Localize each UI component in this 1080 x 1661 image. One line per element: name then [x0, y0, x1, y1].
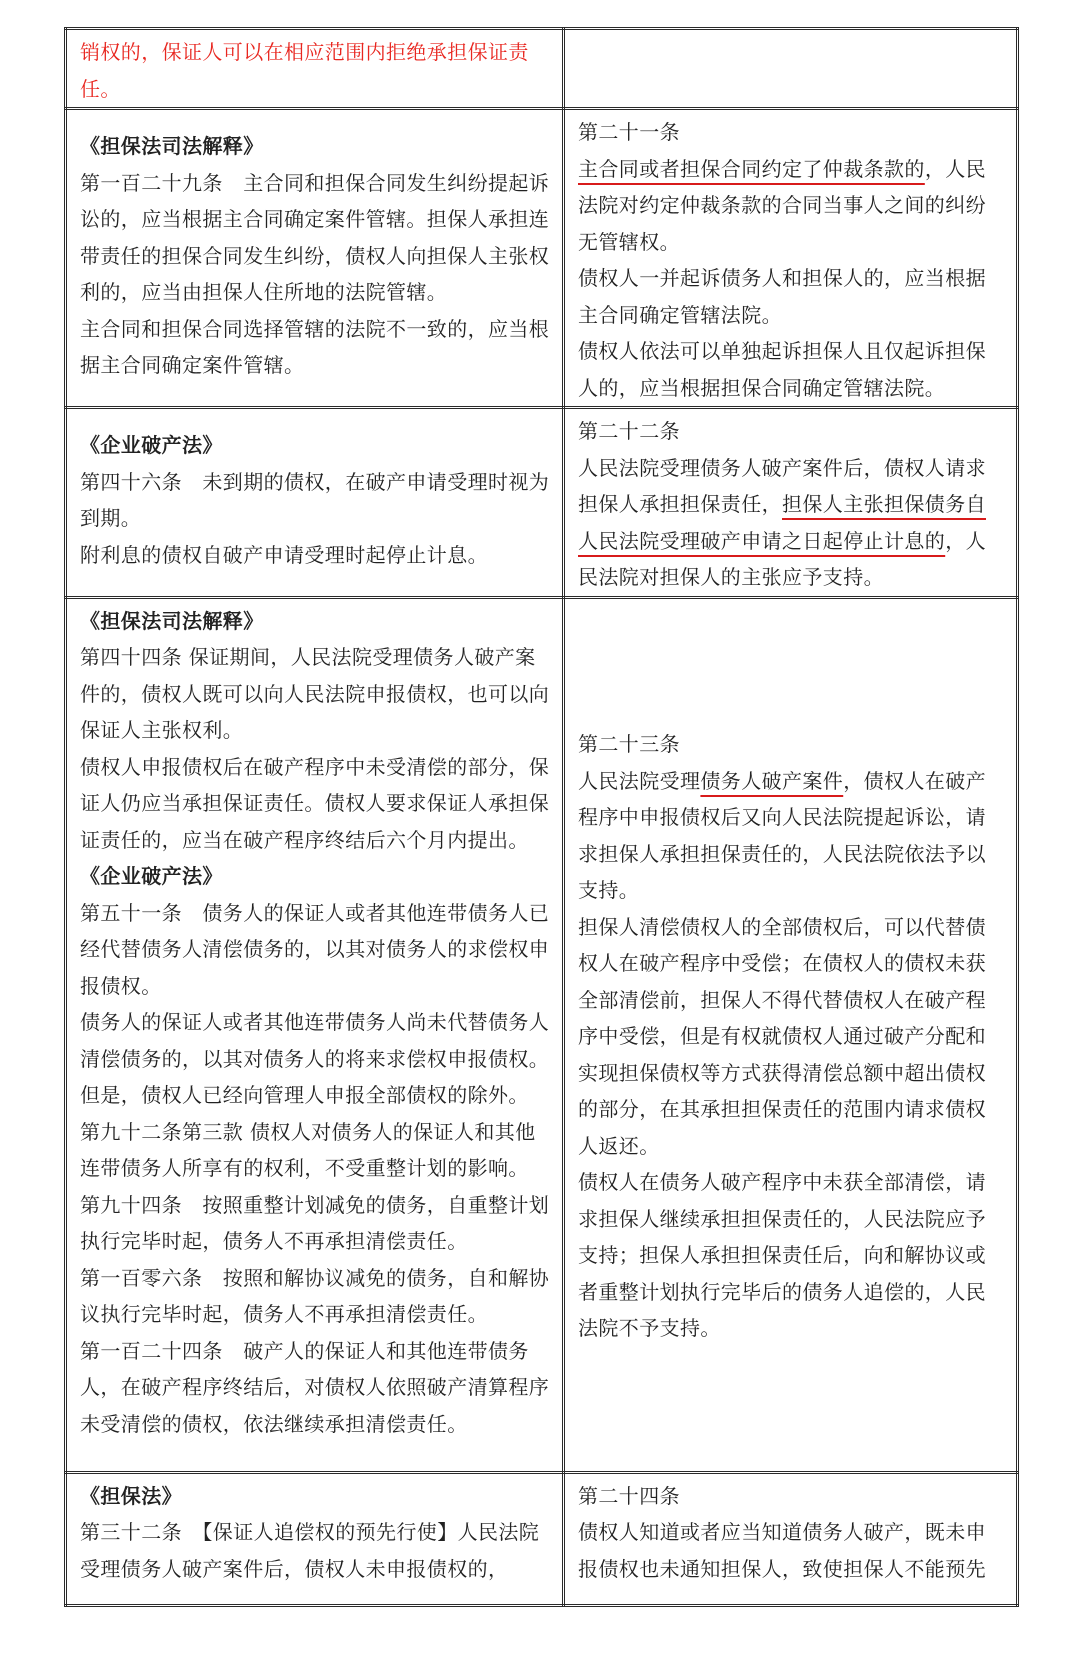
- section-heading: 《担保法司法解释》: [80, 608, 264, 633]
- table-row: [66, 1472, 1018, 1605]
- underlined-text: 债务人破产案件: [700, 768, 844, 793]
- left-cell: [66, 29, 564, 109]
- paragraph: 第一百二十九条 主合同和担保合同发生纠纷提起诉讼的，应当根据主合同确定案件管辖。担保人承担连带责任的担保合同发生纠纷，债权人向担保人主张权利的，应当由担保人住所地的法院管辖。: [80, 170, 550, 304]
- underlined-text: 主合同或者担保合同约定了仲裁条款的: [578, 156, 925, 181]
- paragraph: [578, 763, 1004, 909]
- paragraph: 债权人知道或者应当知道债务人破产，既未申报债权也未通知担保人，致使担保人不能预先: [578, 1520, 986, 1581]
- text-span: 人民法院受理债务人破产案件后，债权人请求担保人承担担保责任，: [578, 455, 986, 516]
- table-row: [66, 109, 1018, 408]
- paragraph: 债权人依法可以单独起诉担保人且仅起诉担保人的，应当根据担保合同确定管辖法院。: [578, 339, 986, 400]
- paragraph: [578, 450, 1004, 596]
- paragraph: 第九十二条第三款 债权人对债务人的保证人和其他连带债务人所享有的权利，不受重整计划的影响。: [80, 1119, 536, 1180]
- paragraph: 债权人申报债权后在破产程序中未受清偿的部分，保证人仍应当承担保证责任。债权人要求保证人承担保证责任的，应当在破产程序终结后六个月内提出。: [80, 754, 550, 852]
- article-title: 第二十三条: [578, 732, 680, 757]
- text-span: ，人民法院对约定仲裁条款的合同当事人之间的纠纷无管辖权。: [578, 156, 987, 254]
- text-span: ，债权人在破产程序中申报债权后又向人民法院提起诉讼，请求担保人承担担保责任的，人民法院依法予以支持。: [578, 768, 987, 903]
- left-cell: [66, 408, 564, 598]
- left-cell: [66, 1472, 564, 1605]
- right-cell: [564, 29, 1018, 109]
- paragraph: 第三十二条 【保证人追偿权的预先行使】人民法院受理债务人破产案件后，债权人未申报债权的，: [80, 1520, 540, 1581]
- right-cell: [564, 408, 1018, 598]
- right-cell: [564, 597, 1018, 1472]
- paragraph: 第四十六条 未到期的债权，在破产申请受理时视为到期。: [80, 469, 550, 530]
- table-row: [66, 408, 1018, 598]
- section-heading: 《担保法司法解释》: [80, 134, 264, 158]
- paragraph: 第一百零六条 按照和解协议减免的债务，自和解协议执行完毕时起，债务人不再承担清偿责任。: [80, 1265, 550, 1326]
- article-title: 第二十二条: [578, 419, 680, 443]
- paragraph: 第五十一条 债务人的保证人或者其他连带债务人已经代替债务人清偿债务的，以其对债务人的求偿权申报债权。: [80, 900, 550, 998]
- section-heading: 《担保法》: [80, 1483, 182, 1508]
- article-title: 第二十四条: [578, 1483, 680, 1508]
- section-heading: 《企业破产法》: [80, 433, 223, 457]
- text-span: ，人民法院对担保人的主张应予支持。: [578, 528, 987, 589]
- paragraph: 主合同和担保合同选择管辖的法院不一致的，应当根据主合同确定案件管辖。: [80, 316, 550, 377]
- left-cell: [66, 597, 564, 1472]
- section-heading: 《企业破产法》: [80, 864, 223, 888]
- paragraph: 第九十四条 按照重整计划减免的债务，自重整计划执行完毕时起，债务人不再承担清偿责任。: [80, 1192, 550, 1253]
- right-cell: [564, 109, 1018, 408]
- paragraph: 债权人在债务人破产程序中未获全部清偿，请求担保人继续承担担保责任的，人民法院应予支持；担保人承担担保责任后，向和解协议或者重整计划执行完毕后的债务人追偿的，人民法院不予支持。: [578, 1170, 986, 1341]
- article-title: 第二十一条: [578, 120, 680, 144]
- right-cell: [564, 1472, 1018, 1605]
- law-comparison-table: [64, 27, 1019, 1607]
- paragraph: 担保人清偿债权人的全部债权后，可以代替债权人在破产程序中受偿；在债权人的债权未获全部清偿前，担保人不得代替债权人在破产程序中受偿，但是有权就债权人通过破产分配和实现担保债权等方式获得清偿总额中超出债权的部分，在其承担担保责任的范围内请求债权人返还。: [578, 914, 986, 1158]
- paragraph: 第四十四条 保证期间，人民法院受理债务人破产案件的，债权人既可以向人民法院申报债权，也可以向保证人主张权利。: [80, 645, 550, 742]
- paragraph: 附利息的债权自破产申请受理时起停止计息。: [80, 542, 488, 567]
- text-span: 人民法院受理: [578, 768, 701, 793]
- paragraph: [578, 151, 1004, 261]
- table-row: [66, 29, 1018, 109]
- left-cell: [66, 109, 564, 408]
- paragraph: 第一百二十四条 破产人的保证人和其他连带债务人，在破产程序终结后，对债权人依照破产清算程序未受清偿的债权，依法继续承担清偿责任。: [80, 1338, 550, 1436]
- paragraph: 债权人一并起诉债务人和担保人的，应当根据主合同确定管辖法院。: [578, 266, 986, 327]
- paragraph: 债务人的保证人或者其他连带债务人尚未代替债务人清偿债务的，以其对债务人的将来求偿权申报债权。但是，债权人已经向管理人申报全部债权的除外。: [80, 1010, 550, 1107]
- paragraph: 销权的，保证人可以在相应范围内拒绝承担保证责任。: [80, 40, 529, 101]
- underlined-text: 担保人主张担保债务自人民法院受理破产申请之日起停止计息的: [578, 492, 986, 553]
- table-row: [66, 597, 1018, 1472]
